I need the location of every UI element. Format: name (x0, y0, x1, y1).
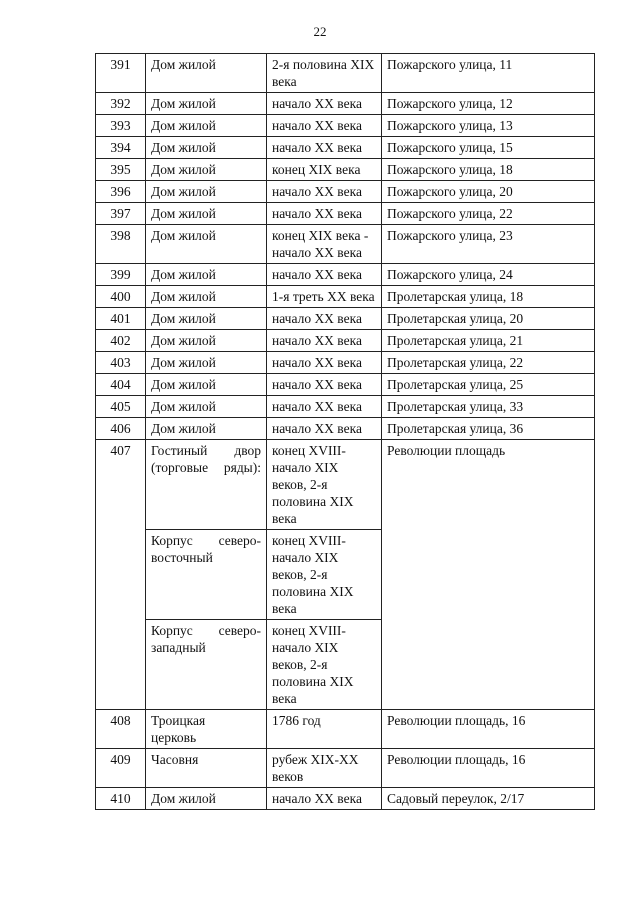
object-address: Пролетарская улица, 22 (382, 352, 595, 374)
table-row (96, 396, 595, 418)
object-date: конец XIX века - начало XX века (267, 225, 382, 264)
heritage-registry-table (95, 53, 595, 810)
cell-line: (торговые ряды): (151, 460, 261, 475)
table-row-complex-part (96, 440, 595, 530)
object-name: Дом жилой (146, 352, 267, 374)
object-date: начало XX века (267, 330, 382, 352)
object-address: Революции площадь, 16 (382, 749, 595, 788)
row-number: 408 (96, 710, 146, 749)
row-number: 400 (96, 286, 146, 308)
cell-line: 1786 год (272, 713, 321, 728)
object-address: Пожарского улица, 15 (382, 137, 595, 159)
object-name: Дом жилой (146, 308, 267, 330)
object-address: Пролетарская улица, 18 (382, 286, 595, 308)
object-name: Дом жилой (146, 54, 267, 93)
cell-line: конец XVIII- (272, 443, 346, 458)
cell-line: восточный (151, 550, 213, 565)
object-date (267, 710, 382, 749)
object-date: конец XIX века (267, 159, 382, 181)
row-number: 401 (96, 308, 146, 330)
object-address: Пролетарская улица, 33 (382, 396, 595, 418)
cell-line: века (272, 511, 297, 526)
object-date: начало XX века (267, 137, 382, 159)
object-name: Дом жилой (146, 203, 267, 225)
cell-line: церковь (151, 730, 197, 745)
cell-line: веков (272, 769, 304, 784)
object-date (267, 749, 382, 788)
table-row (96, 286, 595, 308)
object-name: Дом жилой (146, 225, 267, 264)
object-date: 1-я треть XX века (267, 286, 382, 308)
cell-line: Корпус северо- (151, 623, 261, 638)
object-address: Пожарского улица, 18 (382, 159, 595, 181)
table-row (96, 225, 595, 264)
table-row (96, 159, 595, 181)
table-row (96, 374, 595, 396)
object-name: Дом жилой (146, 93, 267, 115)
object-date: начало XX века (267, 396, 382, 418)
table-row (96, 93, 595, 115)
object-address: Пожарского улица, 23 (382, 225, 595, 264)
object-date (267, 620, 382, 710)
row-number: 392 (96, 93, 146, 115)
row-number: 405 (96, 396, 146, 418)
row-number: 399 (96, 264, 146, 286)
object-name: Дом жилой (146, 330, 267, 352)
cell-line: веков, 2-я (272, 657, 328, 672)
table-row (96, 788, 595, 810)
row-number: 395 (96, 159, 146, 181)
cell-line: половина XIX (272, 674, 354, 689)
object-date (267, 440, 382, 530)
object-date: начало XX века (267, 352, 382, 374)
object-name: Дом жилой (146, 286, 267, 308)
page-number: 22 (313, 24, 327, 39)
object-address: Пожарского улица, 24 (382, 264, 595, 286)
table-row (96, 54, 595, 93)
object-address: Садовый переулок, 2/17 (382, 788, 595, 810)
cell-line: начало XIX (272, 550, 339, 565)
object-name: Дом жилой (146, 418, 267, 440)
cell-line: Часовня (151, 752, 199, 767)
table-row (96, 115, 595, 137)
object-name: Дом жилой (146, 396, 267, 418)
row-number: 397 (96, 203, 146, 225)
cell-line: начало XIX (272, 640, 339, 655)
cell-line: века (272, 601, 297, 616)
object-date (267, 530, 382, 620)
cell-line: рубеж XIX-XX (272, 752, 359, 767)
object-name (146, 620, 267, 710)
object-name (146, 710, 267, 749)
cell-line: конец XVIII- (272, 623, 346, 638)
object-address: Пожарского улица, 20 (382, 181, 595, 203)
row-number: 398 (96, 225, 146, 264)
object-address: Революции площадь, 16 (382, 710, 595, 749)
object-name (146, 749, 267, 788)
row-number: 391 (96, 54, 146, 93)
object-name: Дом жилой (146, 181, 267, 203)
cell-line: начало XX века (272, 791, 362, 806)
object-date: начало XX века (267, 264, 382, 286)
row-number: 410 (96, 788, 146, 810)
cell-line: западный (151, 640, 206, 655)
table-row (96, 137, 595, 159)
object-address: Пожарского улица, 11 (382, 54, 595, 93)
object-address: Пролетарская улица, 25 (382, 374, 595, 396)
row-number: 404 (96, 374, 146, 396)
object-address: Пролетарская улица, 36 (382, 418, 595, 440)
object-name: Дом жилой (146, 115, 267, 137)
object-name: Дом жилой (146, 374, 267, 396)
object-name (146, 788, 267, 810)
table-row (96, 710, 595, 749)
row-number: 396 (96, 181, 146, 203)
object-date (267, 788, 382, 810)
table-row (96, 418, 595, 440)
cell-line: половина XIX (272, 584, 354, 599)
object-address: Пожарского улица, 13 (382, 115, 595, 137)
row-number: 393 (96, 115, 146, 137)
row-number: 407 (96, 440, 146, 710)
row-number: 394 (96, 137, 146, 159)
object-date: начало XX века (267, 308, 382, 330)
object-name: Дом жилой (146, 137, 267, 159)
object-name (146, 440, 267, 530)
row-number: 403 (96, 352, 146, 374)
object-date: начало XX века (267, 115, 382, 137)
table-row (96, 264, 595, 286)
cell-line: половина XIX (272, 494, 354, 509)
table-row (96, 749, 595, 788)
object-date: начало XX века (267, 374, 382, 396)
cell-line: Корпус северо- (151, 533, 261, 548)
cell-line: Троицкая (151, 713, 206, 728)
object-date: 2-я половина XIX века (267, 54, 382, 93)
row-number: 402 (96, 330, 146, 352)
table-row (96, 308, 595, 330)
object-date: начало XX века (267, 418, 382, 440)
table-row (96, 330, 595, 352)
row-number: 409 (96, 749, 146, 788)
cell-line: конец XVIII- (272, 533, 346, 548)
object-address: Пожарского улица, 12 (382, 93, 595, 115)
cell-line: начало XIX (272, 460, 339, 475)
cell-line: Гостиный двор (151, 443, 261, 458)
cell-line: века (272, 691, 297, 706)
object-address: Пожарского улица, 22 (382, 203, 595, 225)
object-address: Пролетарская улица, 21 (382, 330, 595, 352)
object-address: Пролетарская улица, 20 (382, 308, 595, 330)
table-row (96, 181, 595, 203)
object-date: начало XX века (267, 203, 382, 225)
table-row (96, 352, 595, 374)
registry-body (96, 54, 595, 810)
row-number: 406 (96, 418, 146, 440)
object-name: Дом жилой (146, 159, 267, 181)
object-name: Дом жилой (146, 264, 267, 286)
object-address: Революции площадь (382, 440, 595, 710)
object-date: начало XX века (267, 181, 382, 203)
cell-line: веков, 2-я (272, 477, 328, 492)
cell-line: Дом жилой (151, 791, 216, 806)
cell-line: веков, 2-я (272, 567, 328, 582)
object-date: начало XX века (267, 93, 382, 115)
table-row (96, 203, 595, 225)
object-name (146, 530, 267, 620)
